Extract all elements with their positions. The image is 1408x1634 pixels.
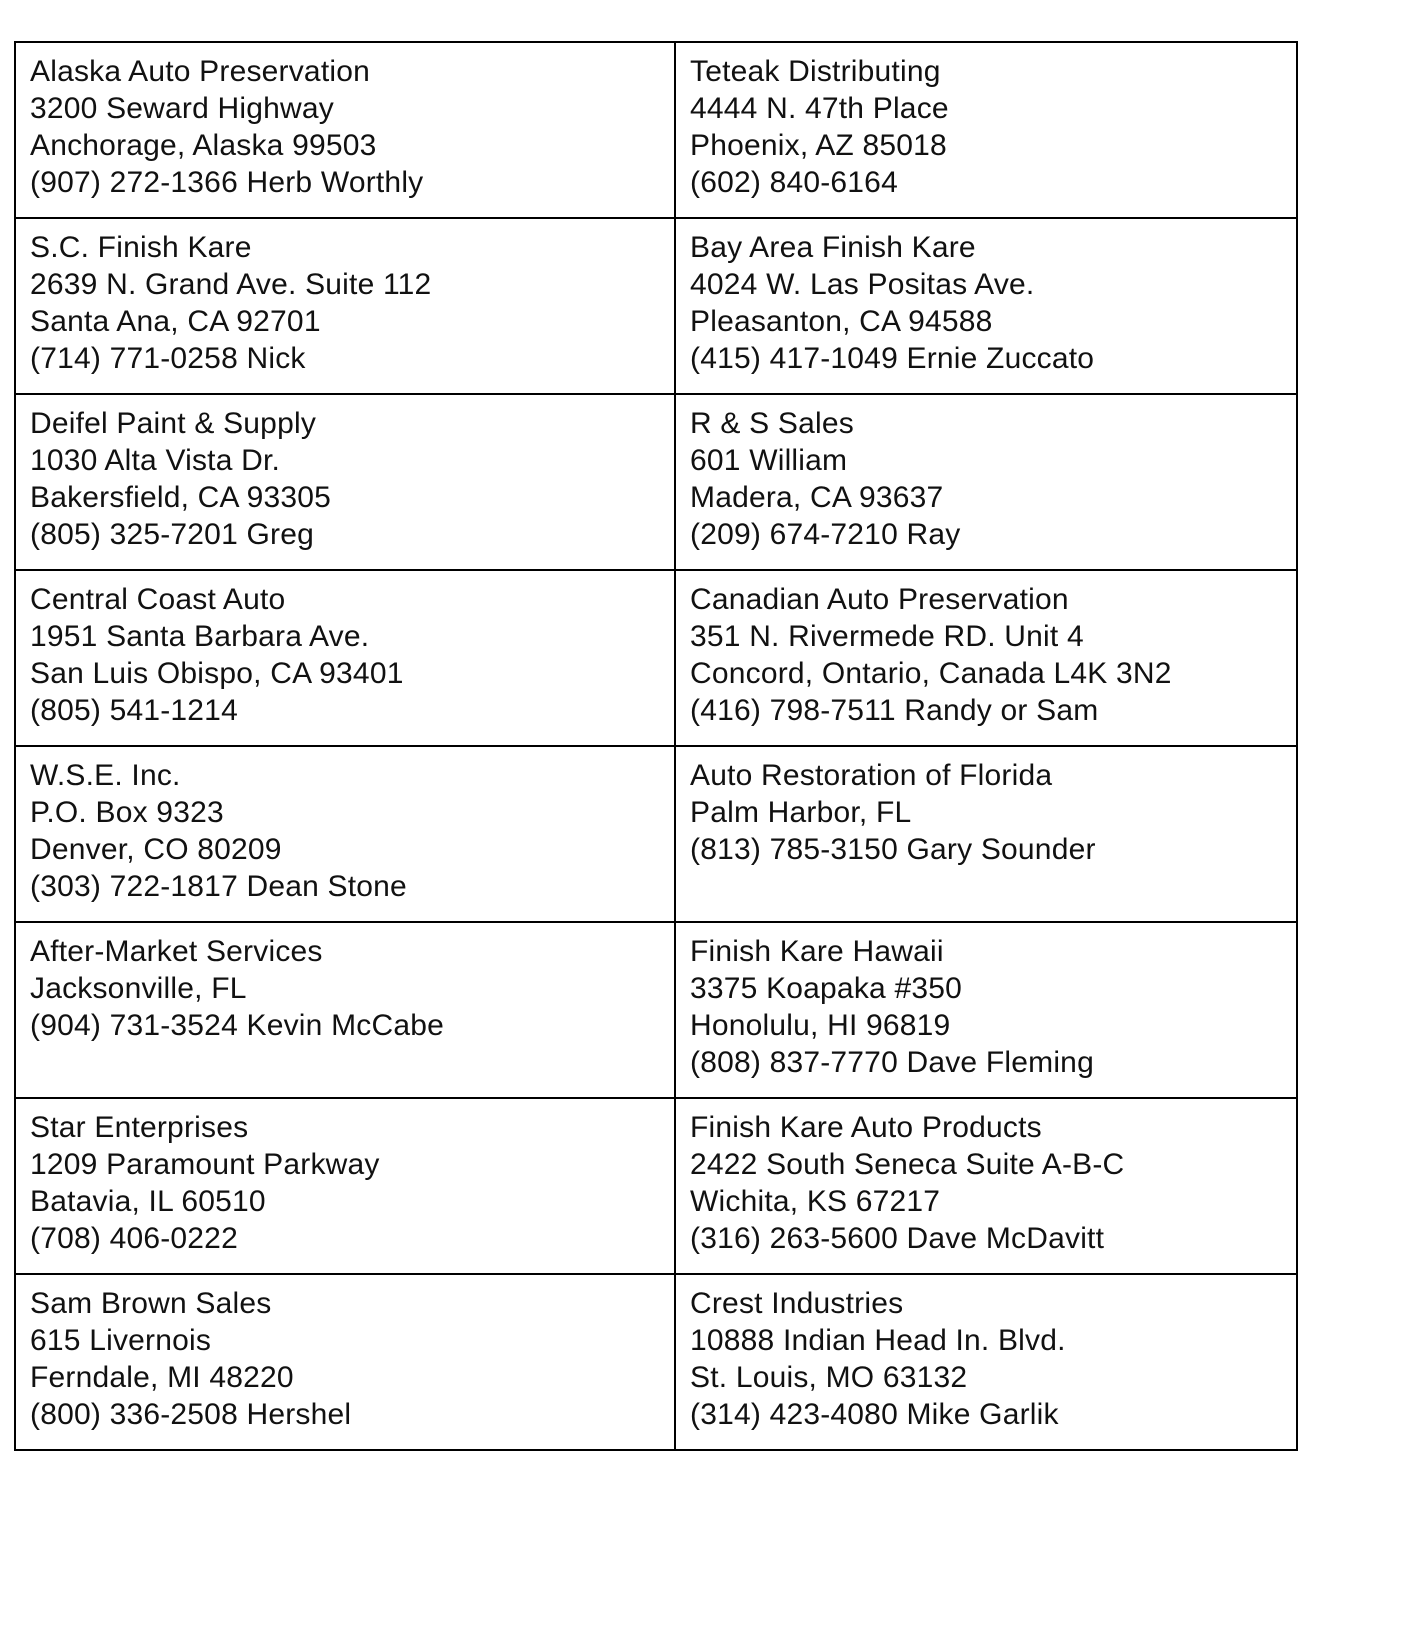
entry-detail-line: Pleasanton, CA 94588 <box>690 305 993 338</box>
entry-detail-line: 1030 Alta Vista Dr. <box>30 444 281 477</box>
entry-detail-line: Denver, CO 80209 <box>30 833 282 866</box>
entry-detail-line: 1209 Paramount Parkway <box>30 1148 380 1181</box>
entry-detail-line: 2422 South Seneca Suite A-B-C <box>690 1148 1125 1181</box>
entry-detail-line: (708) 406-0222 <box>30 1222 238 1255</box>
directory-entry <box>15 570 675 746</box>
directory-entry <box>675 570 1297 746</box>
entry-company-name: Sam Brown Sales <box>30 1287 272 1320</box>
directory-entry <box>15 1098 675 1274</box>
entry-detail-line: (907) 272-1366 Herb Worthly <box>30 166 424 199</box>
entry-detail-line: 3375 Koapaka #350 <box>690 972 962 1005</box>
directory-entry <box>15 746 675 922</box>
entry-detail-line: (714) 771-0258 Nick <box>30 342 306 375</box>
entry-detail-line: St. Louis, MO 63132 <box>690 1361 968 1394</box>
entry-detail-line: (813) 785-3150 Gary Sounder <box>690 833 1096 866</box>
entry-detail-line: Batavia, IL 60510 <box>30 1185 266 1218</box>
entry-detail-line: (209) 674-7210 Ray <box>690 518 961 551</box>
entry-company-name: After-Market Services <box>30 935 323 968</box>
directory-entry <box>15 922 675 1098</box>
entry-detail-line: (602) 840-6164 <box>690 166 898 199</box>
directory-entry <box>15 394 675 570</box>
entry-detail-line: Honolulu, HI 96819 <box>690 1009 951 1042</box>
entry-detail-line: (800) 336-2508 Hershel <box>30 1398 352 1431</box>
directory-entry <box>675 922 1297 1098</box>
directory-entry <box>675 394 1297 570</box>
directory-entry <box>675 1098 1297 1274</box>
entry-company-name: Teteak Distributing <box>690 55 941 88</box>
directory-entry <box>675 42 1297 218</box>
table-row <box>15 1098 1297 1274</box>
entry-detail-line: 10888 Indian Head In. Blvd. <box>690 1324 1066 1357</box>
entry-detail-line: 2639 N. Grand Ave. Suite 112 <box>30 268 432 301</box>
entry-company-name: Bay Area Finish Kare <box>690 231 976 264</box>
entry-company-name: Deifel Paint & Supply <box>30 407 317 440</box>
directory-entry <box>675 746 1297 922</box>
entry-detail-line: (808) 837-7770 Dave Fleming <box>690 1046 1094 1079</box>
entry-company-name: Alaska Auto Preservation <box>30 55 370 88</box>
directory-entry <box>15 1274 675 1450</box>
entry-company-name: Auto Restoration of Florida <box>690 759 1053 792</box>
entry-detail-line: Palm Harbor, FL <box>690 796 912 829</box>
directory-entry <box>675 218 1297 394</box>
directory-body <box>15 42 1297 1450</box>
table-row <box>15 394 1297 570</box>
table-row <box>15 922 1297 1098</box>
entry-detail-line: P.O. Box 9323 <box>30 796 224 829</box>
distributor-directory-table <box>14 41 1298 1451</box>
entry-company-name: Star Enterprises <box>30 1111 249 1144</box>
directory-entry <box>15 218 675 394</box>
entry-company-name: Finish Kare Hawaii <box>690 935 944 968</box>
entry-detail-line: 4024 W. Las Positas Ave. <box>690 268 1035 301</box>
entry-detail-line: Bakersfield, CA 93305 <box>30 481 332 514</box>
entry-detail-line: 351 N. Rivermede RD. Unit 4 <box>690 620 1084 653</box>
entry-detail-line: (314) 423-4080 Mike Garlik <box>690 1398 1059 1431</box>
table-row <box>15 218 1297 394</box>
table-row <box>15 746 1297 922</box>
entry-detail-line: Concord, Ontario, Canada L4K 3N2 <box>690 657 1172 690</box>
entry-company-name: Canadian Auto Preservation <box>690 583 1069 616</box>
entry-detail-line: (303) 722-1817 Dean Stone <box>30 870 407 903</box>
entry-company-name: R & S Sales <box>690 407 854 440</box>
table-row <box>15 42 1297 218</box>
entry-detail-line: 3200 Seward Highway <box>30 92 334 125</box>
entry-detail-line: Jacksonville, FL <box>30 972 247 1005</box>
entry-detail-line: 1951 Santa Barbara Ave. <box>30 620 370 653</box>
entry-company-name: Central Coast Auto <box>30 583 286 616</box>
table-row <box>15 1274 1297 1450</box>
entry-detail-line: (316) 263-5600 Dave McDavitt <box>690 1222 1105 1255</box>
table-row <box>15 570 1297 746</box>
directory-entry <box>675 1274 1297 1450</box>
entry-detail-line: Santa Ana, CA 92701 <box>30 305 321 338</box>
entry-detail-line: Wichita, KS 67217 <box>690 1185 941 1218</box>
entry-detail-line: Madera, CA 93637 <box>690 481 944 514</box>
entry-detail-line: 615 Livernois <box>30 1324 212 1357</box>
entry-detail-line: (805) 325-7201 Greg <box>30 518 314 551</box>
entry-detail-line: (805) 541-1214 <box>30 694 238 727</box>
entry-detail-line: (415) 417-1049 Ernie Zuccato <box>690 342 1095 375</box>
entry-detail-line: Anchorage, Alaska 99503 <box>30 129 377 162</box>
entry-detail-line: Ferndale, MI 48220 <box>30 1361 294 1394</box>
entry-company-name: W.S.E. Inc. <box>30 759 181 792</box>
entry-detail-line: Phoenix, AZ 85018 <box>690 129 947 162</box>
entry-company-name: Finish Kare Auto Products <box>690 1111 1042 1144</box>
entry-detail-line: 4444 N. 47th Place <box>690 92 949 125</box>
entry-company-name: Crest Industries <box>690 1287 904 1320</box>
entry-detail-line: (904) 731-3524 Kevin McCabe <box>30 1009 444 1042</box>
entry-detail-line: 601 William <box>690 444 848 477</box>
entry-detail-line: San Luis Obispo, CA 93401 <box>30 657 404 690</box>
directory-entry <box>15 42 675 218</box>
entry-detail-line: (416) 798-7511 Randy or Sam <box>690 694 1099 727</box>
entry-company-name: S.C. Finish Kare <box>30 231 252 264</box>
